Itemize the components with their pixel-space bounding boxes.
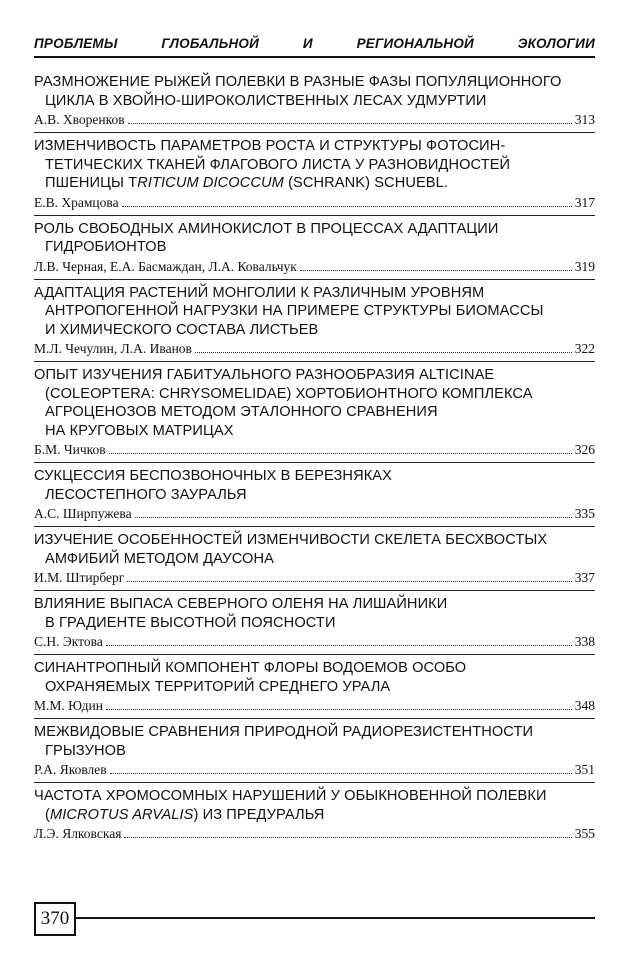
entry-title-line: СУКЦЕССИЯ БЕСПОЗВОНОЧНЫХ В БЕРЕЗНЯКАХ [34,468,392,484]
dot-leader [109,453,572,454]
entry-title-line: И ХИМИЧЕСКОГО СОСТАВА ЛИСТЬЕВ [45,321,319,338]
toc-entry [34,655,595,719]
table-of-contents [34,69,595,846]
entry-title [34,284,595,340]
entry-title-line: ГРЫЗУНОВ [45,742,126,759]
entry-authors: Л.Э. Ялковская [34,826,122,841]
entry-authors: И.М. Штирберг [34,570,125,585]
entry-title-line: АНТРОПОГЕННОЙ НАГРУЗКИ НА ПРИМЕРЕ СТРУКТУРЫ БИОМАССЫ [45,303,544,319]
entry-authors-row [34,441,595,458]
footer-rule [76,917,595,919]
entry-page-number: 326 [574,442,595,457]
latin-species-name: RITICUM DICOCCUM [137,175,284,191]
entry-title-line [34,806,595,825]
running-head [34,36,595,51]
entry-page-number: 338 [574,634,595,649]
entry-title-line: ИЗМЕНЧИВОСТЬ ПАРАМЕТРОВ РОСТА И СТРУКТУРЫ ФОТОСИН- [34,138,506,154]
entry-title-line: СИНАНТРОПНЫЙ КОМПОНЕНТ ФЛОРЫ ВОДОЕМОВ ОСОБО [34,660,467,676]
entry-authors: М.М. Юдин [34,698,103,713]
entry-title-line: АМФИБИЙ МЕТОДОМ ДАУСОНА [45,550,274,567]
dot-leader [195,352,572,353]
entry-page-number: 322 [574,341,595,356]
entry-title-line: ГИДРОБИОНТОВ [45,239,167,255]
entry-title-line: АГРОЦЕНОЗОВ МЕТОДОМ ЭТАЛОННОГО СРАВНЕНИЯ [45,404,438,420]
entry-authors-row [34,505,595,522]
dot-leader [124,837,571,838]
entry-authors-row [34,569,595,586]
entry-title-line: ВЛИЯНИЕ ВЫПАСА СЕВЕРНОГО ОЛЕНЯ НА ЛИШАЙНИКИ [34,596,448,612]
entry-page-number: 348 [574,698,595,713]
entry-authors-row [34,697,595,714]
toc-entry [34,362,595,463]
entry-title-line [34,174,595,193]
entry-authors-row [34,194,595,211]
entry-authors-row [34,111,595,128]
header-rule [34,56,595,58]
entry-title [34,531,595,568]
entry-authors-row [34,633,595,650]
entry-authors: Р.А. Яковлев [34,762,107,777]
dot-leader [127,581,571,582]
toc-entry [34,133,595,216]
entry-authors: А.В. Хворенков [34,112,125,127]
entry-title-line: ОХРАНЯЕМЫХ ТЕРРИТОРИЙ СРЕДНЕГО УРАЛА [45,678,391,695]
dot-leader [135,517,572,518]
entry-authors-row [34,761,595,778]
entry-title [34,787,595,824]
entry-title [34,220,595,257]
dot-leader [106,709,572,710]
entry-title-line: В ГРАДИЕНТЕ ВЫСОТНОЙ ПОЯСНОСТИ [45,614,336,631]
page-footer [34,902,595,940]
title-text: ( [45,806,50,823]
toc-entry [34,216,595,280]
entry-title [34,659,595,696]
entry-authors-row [34,825,595,842]
entry-title-line: ТЕТИЧЕСКИХ ТКАНЕЙ ФЛАГОВОГО ЛИСТА У РАЗНОВИДНОСТЕЙ [45,156,511,173]
entry-authors: С.Н. Эктова [34,634,103,649]
entry-page-number: 355 [574,826,595,841]
entry-page-number: 351 [574,762,595,777]
running-head-word: И [302,36,313,51]
entry-title-line: (COLEOPTERA: CHRYSOMELIDAE) ХОРТОБИОНТНОГО КОМПЛЕКСА [45,385,533,402]
toc-entry [34,783,595,846]
entry-title [34,366,595,440]
entry-title [34,595,595,632]
entry-title-line: АДАПТАЦИЯ РАСТЕНИЙ МОНГОЛИИ К РАЗЛИЧНЫМ УРОВНЯМ [34,284,485,301]
entry-authors: А.С. Ширпужева [34,506,132,521]
toc-entry [34,591,595,655]
dot-leader [300,270,572,271]
entry-title-line: ЦИКЛА В ХВОЙНО-ШИРОКОЛИСТВЕННЫХ ЛЕСАХ УДМУРТИИ [45,92,487,109]
entry-page-number: 335 [574,506,595,521]
entry-authors: М.Л. Чечулин, Л.А. Иванов [34,341,192,356]
entry-authors-row [34,258,595,275]
page-number: 370 [34,902,76,936]
toc-entry [34,463,595,527]
entry-title [34,723,595,760]
dot-leader [128,123,572,124]
entry-title [34,467,595,504]
entry-page-number: 317 [574,194,595,210]
title-text: ) ИЗ ПРЕДУРАЛЬЯ [193,806,325,823]
title-text: ПШЕНИЦЫ T [45,175,138,191]
running-head-word: РЕГИОНАЛЬНОЙ [356,36,474,51]
toc-entry [34,69,595,133]
entry-title-line: РАЗМНОЖЕНИЕ РЫЖЕЙ ПОЛЕВКИ В РАЗНЫЕ ФАЗЫ ПОПУЛЯЦИОННОГО [34,74,562,90]
entry-title [34,137,595,193]
running-head-word: ПРОБЛЕМЫ [34,36,118,51]
entry-title-line: НА КРУГОВЫХ МАТРИЦАХ [45,422,234,439]
entry-title-line: ИЗУЧЕНИЕ ОСОБЕННОСТЕЙ ИЗМЕНЧИВОСТИ СКЕЛЕТА БЕСХВОСТЫХ [34,532,548,548]
title-text: (SCHRANK) SCHUEBL. [283,175,449,191]
entry-authors-row [34,340,595,357]
toc-entry [34,280,595,363]
toc-entry [34,719,595,783]
entry-authors: Л.В. Черная, Е.А. Басмаждан, Л.А. Ковальчук [34,258,297,274]
dot-leader [106,645,572,646]
toc-entry [34,527,595,591]
entry-title-line: МЕЖВИДОВЫЕ СРАВНЕНИЯ ПРИРОДНОЙ РАДИОРЕЗИСТЕНТНОСТИ [34,724,534,740]
dot-leader [122,206,572,207]
entry-authors: Е.В. Храмцова [34,194,119,210]
entry-page-number: 337 [574,570,595,585]
entry-page-number: 313 [574,112,595,127]
entry-title-line: РОЛЬ СВОБОДНЫХ АМИНОКИСЛОТ В ПРОЦЕССАХ АДАПТАЦИИ [34,220,499,237]
entry-page-number: 319 [574,258,595,274]
entry-title-line: ОПЫТ ИЗУЧЕНИЯ ГАБИТУАЛЬНОГО РАЗНООБРАЗИЯ ALTICINAE [34,367,495,383]
dot-leader [110,773,572,774]
running-head-word: ГЛОБАЛЬНОЙ [161,36,260,51]
entry-authors: Б.М. Чичков [34,442,106,457]
entry-title-line: ЧАСТОТА ХРОМОСОМНЫХ НАРУШЕНИЙ У ОБЫКНОВЕННОЙ ПОЛЕВКИ [34,788,547,804]
latin-species-name: MICROTUS ARVALIS [49,806,194,823]
running-head-word: ЭКОЛОГИИ [517,36,595,51]
entry-title [34,73,595,110]
entry-title-line: ЛЕСОСТЕПНОГО ЗАУРАЛЬЯ [45,486,247,503]
